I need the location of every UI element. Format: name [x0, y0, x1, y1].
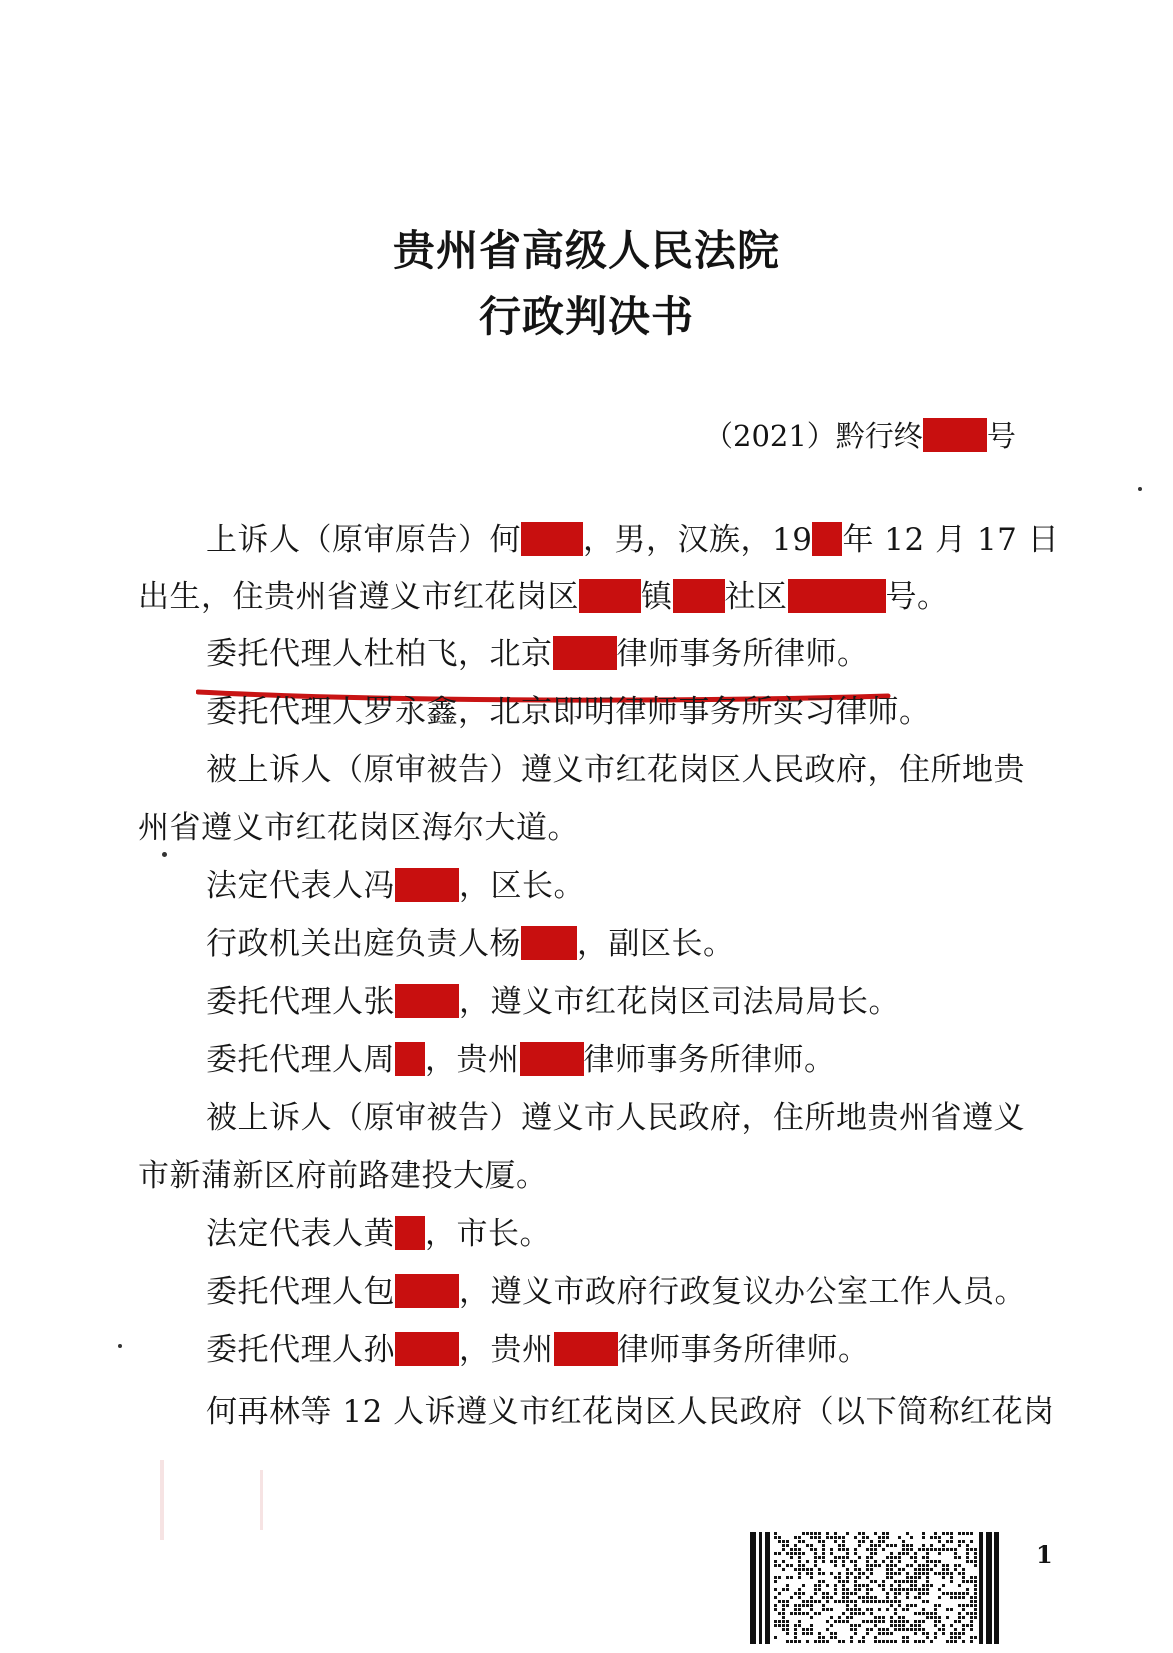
- text-segment: ，贵州: [459, 1332, 554, 1368]
- text-segment: ，区长。: [459, 868, 585, 904]
- text-segment: ，遵义市红花岗区司法局局长。: [459, 984, 900, 1020]
- text-segment: ，遵义市政府行政复议办公室工作人员。: [459, 1274, 1026, 1310]
- text-segment: 律师事务所律师。: [617, 1332, 870, 1368]
- text-segment: ，市长。: [425, 1216, 551, 1252]
- case-intro-line: [206, 1386, 1055, 1431]
- redaction-block: [395, 1216, 425, 1250]
- redaction-block: [520, 1042, 584, 1076]
- redaction-block: [395, 1332, 459, 1366]
- redaction-block: [673, 579, 725, 613]
- page-number: 1: [1036, 1540, 1053, 1569]
- scan-speck: [118, 1344, 122, 1348]
- agent-line-luo: [206, 686, 931, 731]
- scan-artifact: [260, 1470, 263, 1530]
- text-segment: 被上诉人（原审被告）遵义市红花岗区人民政府，住所地贵: [206, 752, 1025, 788]
- text-segment: ，副区长。: [577, 926, 735, 962]
- redaction-block: [395, 1274, 459, 1308]
- appellant-address-line: [138, 571, 949, 616]
- respondent-1-address-line: [138, 802, 579, 847]
- text-segment: 委托代理人杜柏飞，北京: [206, 636, 553, 672]
- redaction-block: [553, 636, 617, 670]
- text-segment: ，男，汉族，19: [583, 522, 813, 558]
- case-number-suffix: 号: [986, 419, 1016, 453]
- respondent-1-line: [206, 744, 1025, 789]
- redaction-block: [395, 868, 459, 902]
- redaction-block: [554, 1332, 618, 1366]
- text-segment: 法定代表人黄: [206, 1216, 395, 1252]
- text-segment: 委托代理人周: [206, 1042, 395, 1078]
- redaction-block: [395, 984, 459, 1018]
- agent-line-du: [206, 628, 869, 673]
- redaction-block: [812, 522, 842, 556]
- text-segment: 法定代表人冯: [206, 868, 395, 904]
- court-title: 贵州省高级人民法院: [392, 226, 780, 275]
- document-barcode: [750, 1532, 1000, 1644]
- text-segment: 镇: [641, 579, 673, 615]
- redaction-block: [395, 1042, 425, 1076]
- officer-line-yang: [206, 918, 735, 963]
- text-segment: 委托代理人张: [206, 984, 395, 1020]
- text-segment: 出生，住贵州省遵义市红花岗区: [138, 579, 579, 615]
- text-segment: 州省遵义市红花岗区海尔大道。: [138, 810, 579, 846]
- text-segment: 上诉人（原审原告）何: [206, 522, 521, 558]
- text-segment: 委托代理人罗永鑫，北京即明律师事务所实习律师。: [206, 694, 931, 730]
- agent-line-sun: [206, 1324, 870, 1369]
- agent-line-zhou: [206, 1034, 836, 1079]
- text-segment: 律师事务所律师。: [616, 636, 869, 672]
- text-segment: 年 12 月 17 日: [842, 522, 1060, 558]
- text-segment: 市新蒲新区府前路建投大厦。: [138, 1158, 548, 1194]
- scan-speck: [1138, 487, 1142, 491]
- scan-artifact: [160, 1460, 164, 1540]
- text-segment: 律师事务所律师。: [583, 1042, 836, 1078]
- redaction-block: [521, 926, 577, 960]
- scan-speck: [162, 852, 167, 857]
- respondent-2-line: [206, 1092, 1025, 1137]
- text-segment: 社区: [724, 579, 788, 615]
- redaction-block: [521, 522, 583, 556]
- text-segment: 何再林等 12 人诉遵义市红花岗区人民政府（以下简称红花岗: [206, 1394, 1055, 1430]
- text-segment: 被上诉人（原审被告）遵义市人民政府，住所地贵州省遵义: [206, 1100, 1025, 1136]
- redaction-block: [923, 418, 987, 452]
- agent-line-zhang: [206, 976, 900, 1021]
- legal-rep-line-feng: [206, 860, 585, 905]
- text-segment: 委托代理人包: [206, 1274, 395, 1310]
- text-segment: 委托代理人孙: [206, 1332, 395, 1368]
- case-number-prefix: （2021）黔行终: [704, 419, 923, 453]
- case-number: [704, 414, 1016, 455]
- text-segment: 号。: [885, 579, 949, 615]
- appellant-line: [206, 514, 1059, 559]
- respondent-2-address-line: [138, 1150, 548, 1195]
- text-segment: ，贵州: [425, 1042, 520, 1078]
- legal-rep-line-huang: [206, 1208, 551, 1253]
- document-type-title: 行政判决书: [478, 292, 694, 341]
- text-segment: 行政机关出庭负责人杨: [206, 926, 521, 962]
- agent-line-bao: [206, 1266, 1026, 1311]
- redaction-block: [788, 579, 886, 613]
- redaction-block: [579, 579, 641, 613]
